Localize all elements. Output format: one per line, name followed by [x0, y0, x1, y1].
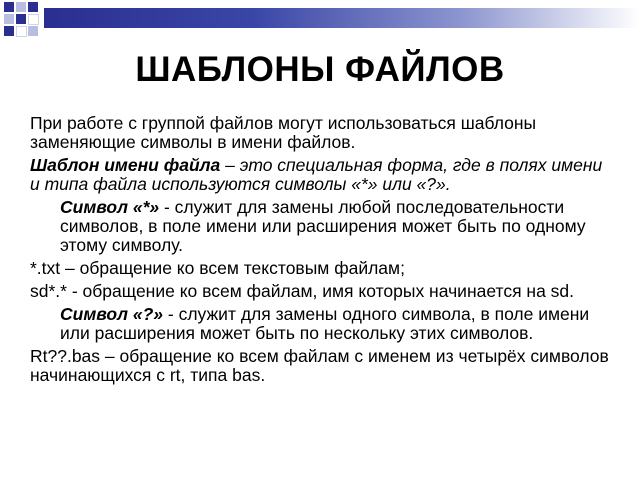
term-question-symbol: Символ «?»: [60, 304, 164, 324]
example-sd: sd*.* - обращение ко всем файлам, имя которых начинается на sd.: [30, 281, 575, 301]
definition-question-symbol: - служит для замены одного символа, в поле имени или расширения может быть по нескольку этих символов.: [60, 304, 590, 343]
decor-square: [28, 14, 39, 25]
term-template: Шаблон имени файла: [30, 155, 221, 175]
slide-title: ШАБЛОНЫ ФАЙЛОВ: [135, 50, 505, 89]
example-txt: *.txt – обращение ко всем текстовым файлам;: [30, 258, 405, 278]
decor-square: [28, 2, 38, 12]
decor-square: [4, 26, 14, 36]
example-rt-bas: Rt??.bas – обращение ко всем файлам с именем из четырёх символов начинающихся с rt, типа bas.: [30, 346, 609, 385]
decor-square: [16, 2, 26, 12]
decor-square: [4, 14, 14, 24]
term-star-symbol: Символ «*»: [60, 197, 160, 217]
paragraph-template-definition: [30, 156, 610, 194]
paragraph-intro: При работе с группой файлов могут использоваться шаблоны заменяющие символы в имени файлов.: [30, 113, 537, 152]
slide-body: [30, 114, 610, 389]
decor-square: [28, 26, 38, 36]
definition-template: – это специальная форма, где в полях имени и типа файла используются символы «*» или «?».: [30, 155, 603, 194]
decor-square: [16, 14, 26, 24]
decor-square: [4, 2, 14, 12]
paragraph-question-symbol: [30, 305, 610, 343]
decorative-header-bar: [0, 0, 640, 36]
decor-square: [16, 26, 27, 37]
definition-star-symbol: - служит для замены любой последовательности символов, в поле имени или расширения может быть по одному этому символу.: [60, 197, 586, 255]
paragraph-star-symbol: [30, 198, 610, 255]
gradient-band: [44, 8, 640, 28]
